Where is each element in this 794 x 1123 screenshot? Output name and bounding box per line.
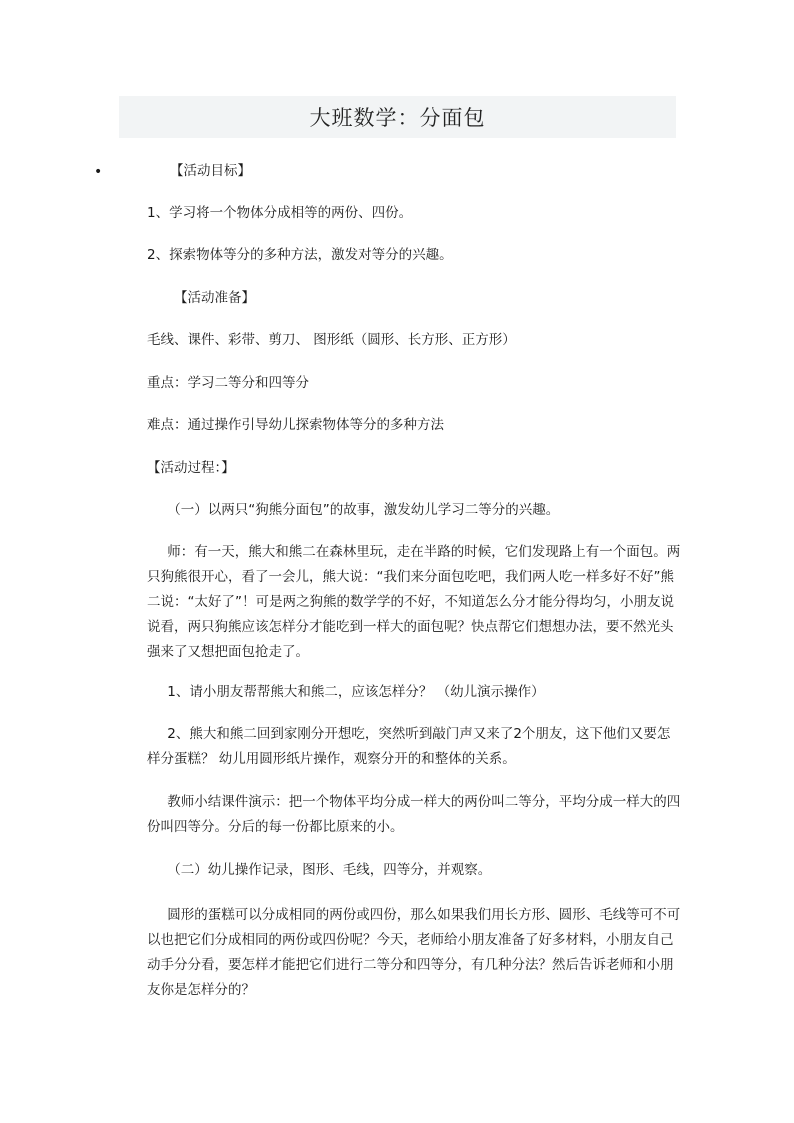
list-bullet: • bbox=[94, 164, 103, 180]
goal-item-1: 1、学习将一个物体分成相等的两份、四份。 bbox=[147, 205, 413, 221]
teacher-summary: 教师小结课件演示：把一个物体平均分成一样大的两份叫二等分，平均分成一样大的四份叫四等分。分后的每一份都比原来的小。 bbox=[147, 794, 681, 835]
document-title: 大班数学：分面包 bbox=[309, 106, 486, 130]
question-item-2: 2、熊大和熊二回到家刚分开想吃，突然听到敲门声又来了2个朋友，这下他们又要怎样分蛋糕？ 幼儿用圆形纸片操作，观察分开的和整体的关系。 bbox=[147, 726, 671, 767]
goal-item-2: 2、探索物体等分的多种方法，激发对等分的兴趣。 bbox=[147, 247, 453, 263]
section-heading-process: 【活动过程：】 bbox=[147, 460, 235, 476]
title-banner bbox=[119, 96, 676, 138]
process-step-2-heading: （二）幼儿操作记录，图形、毛线，四等分，并观察。 bbox=[167, 862, 492, 878]
activity-paragraph: 圆形的蛋糕可以分成相同的两份或四份，那么如果我们用长方形、圆形、毛线等可不可以也把它们分成相同的两份或四份呢？今天，老师给小朋友准备了好多材料，小朋友自己动手分分看，要怎样才能把它们进行二等分和四等分，有几种分法？然后告诉老师和小朋友你是怎样分的？ bbox=[147, 907, 681, 998]
key-point-text: 重点：学习二等分和四等分 bbox=[147, 375, 309, 391]
section-heading-goals: 【活动目标】 bbox=[170, 163, 251, 179]
materials-text: 毛线、课件、彩带、剪刀、 图形纸（圆形、长方形、正方形） bbox=[147, 332, 516, 348]
section-heading-preparation: 【活动准备】 bbox=[174, 290, 255, 306]
question-item-1: 1、请小朋友帮帮熊大和熊二，应该怎样分？ （幼儿演示操作） bbox=[167, 684, 545, 700]
process-step-1-heading: （一）以两只“狗熊分面包”的故事，激发幼儿学习二等分的兴趣。 bbox=[167, 502, 560, 518]
difficulty-text: 难点：通过操作引导幼儿探索物体等分的多种方法 bbox=[147, 417, 444, 433]
story-paragraph: 师：有一天，熊大和熊二在森林里玩，走在半路的时候，它们发现路上有一个面包。两只狗熊很开心，看了一会儿，熊大说：“我们来分面包吃吧，我们两人吃一样多好不好”熊二说：“太好了”！可是两之狗熊的数学学的不好，不知道怎么分才能分得均匀，小朋友说说看，两只狗熊应该怎样分才能吃到一样大的面包呢？快点帮它们想想办法，要不然光头强来了又想把面包抢走了。 bbox=[147, 544, 681, 660]
